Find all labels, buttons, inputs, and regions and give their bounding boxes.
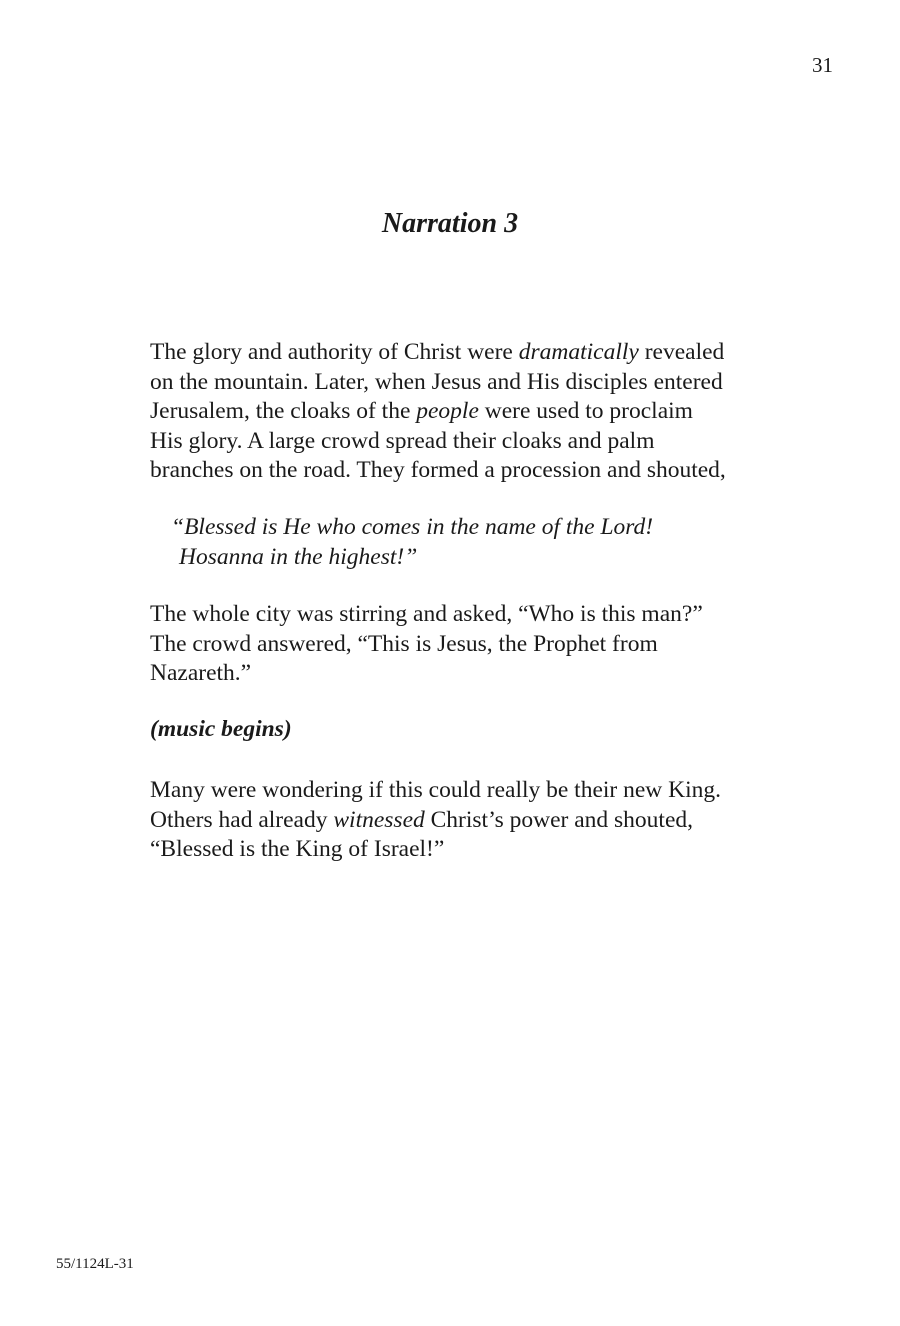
quote-line: “Blessed is He who comes in the name of the Lord! <box>171 514 654 540</box>
narration-paragraph-2 <box>150 600 830 689</box>
narration-paragraph-1 <box>150 338 830 486</box>
paragraph-line: “Blessed is the King of Israel!” <box>150 836 445 862</box>
paragraph-line <box>150 338 830 368</box>
stage-direction: (music begins) <box>150 716 292 742</box>
text-run: Jerusalem, the cloaks of the <box>150 398 417 424</box>
paragraph-line: on the mountain. Later, when Jesus and His disciples entered <box>150 368 723 395</box>
paragraph-line: Nazareth.” <box>150 660 252 686</box>
paragraph-line <box>150 806 830 836</box>
narration-paragraph-3 <box>150 776 830 865</box>
paragraph-line <box>150 397 830 427</box>
paragraph-line: His glory. A large crowd spread their cloaks and palm <box>150 427 655 454</box>
page-number: 31 <box>812 53 833 77</box>
text-run: were used to proclaim <box>478 398 693 424</box>
page-title: Narration 3 <box>381 208 519 239</box>
text-run: revealed <box>638 339 725 365</box>
emphasis-text: people <box>416 398 479 424</box>
paragraph-line: Many were wondering if this could really be their new King. <box>150 777 722 803</box>
emphasis-text: dramatically <box>518 339 639 365</box>
paragraph-line: branches on the road. They formed a procession and shouted, <box>150 457 726 483</box>
quote-line: Hosanna in the highest!” <box>179 543 418 570</box>
paragraph-line: The crowd answered, “This is Jesus, the Prophet from <box>150 630 658 657</box>
scripture-quote <box>171 513 653 572</box>
text-run: Others had already <box>150 806 334 833</box>
text-run: Christ’s power and shouted, <box>424 806 694 833</box>
text-run: The glory and authority of Christ were <box>150 339 519 365</box>
paragraph-line: The whole city was stirring and asked, “Who is this man?” <box>150 601 703 627</box>
emphasis-text: witnessed <box>333 806 425 833</box>
catalog-code: 55/1124L-31 <box>56 1256 134 1272</box>
